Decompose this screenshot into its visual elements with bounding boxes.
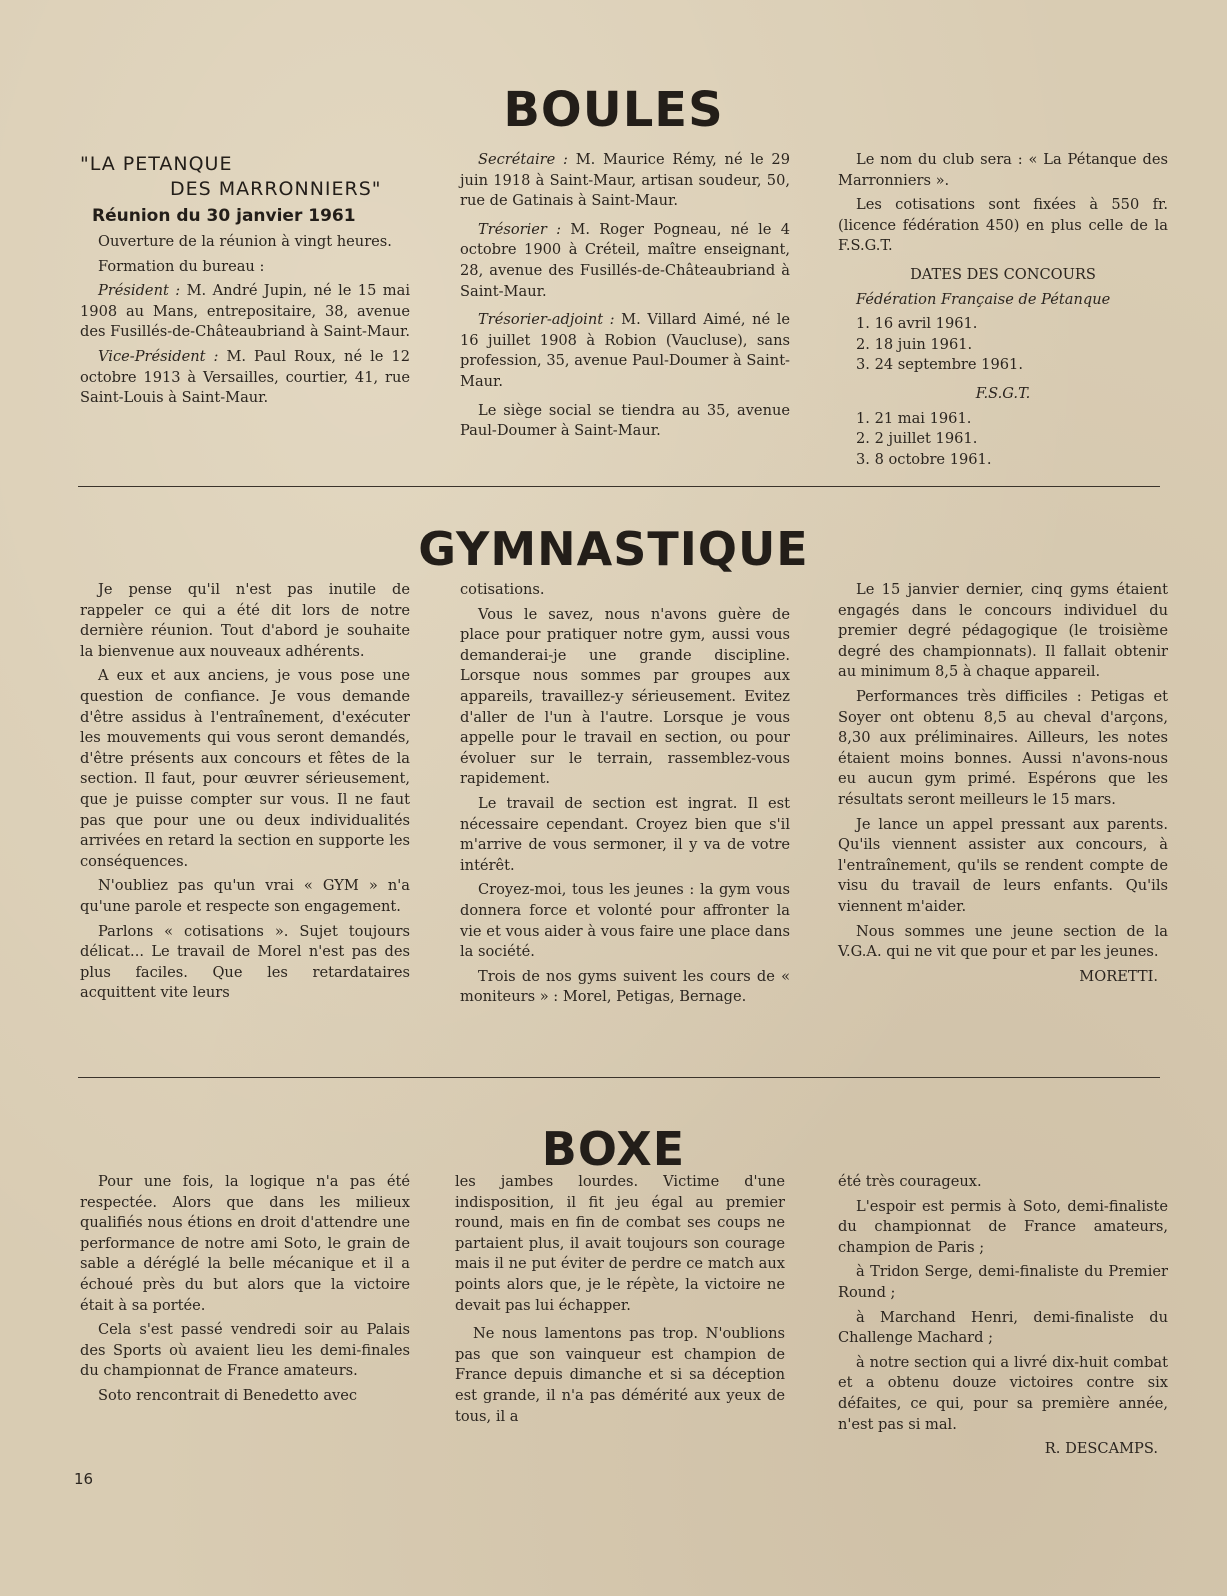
boules-column-1 bbox=[80, 152, 410, 413]
role-text: M. André Jupin, né le 15 mai 1908 au Mans, entrepositaire, 38, avenue des Fusillés-de-Châteaubriand à Saint-Maur. bbox=[80, 282, 410, 341]
role-label: Président : bbox=[98, 282, 181, 300]
paragraph bbox=[80, 281, 410, 343]
list-item: 2. 2 juillet 1961. bbox=[856, 430, 978, 448]
list-item: 2. 18 juin 1961. bbox=[856, 335, 973, 353]
paragraph: A eux et aux anciens, je vous pose une question de confiance. Je vous demande d'être assidus à l'entraînement, d'exécuter les mouvements qui vous seront demandés, d'être présents aux concours et fêtes de la section. Il faut, pour œuvrer sérieusement, que je puisse compter sur vous. Il ne faut pas que pour une ou deux individualités arrivées en retard la section en supporte les conséquences. bbox=[80, 667, 410, 870]
role-label: Secrétaire : bbox=[478, 151, 568, 168]
author-signature: R. DESCAMPS. bbox=[1044, 1440, 1158, 1458]
fsgt-heading-text: F.S.G.T. bbox=[975, 384, 1031, 402]
boules-title: BOULES bbox=[503, 82, 724, 138]
author-signature: MORETTI. bbox=[1079, 967, 1158, 985]
paragraph: Pour une fois, la logique n'a pas été respectée. Alors que dans les milieux qualifiés nous étions en droit d'attendre une performance de notre ami Soto, le grain de sable a déréglé la belle mécanique et il a échoué près du but alors que la victoire était à sa portée. bbox=[80, 1173, 410, 1314]
gym-column-2 bbox=[460, 580, 790, 1012]
paragraph: Le nom du club sera : « La Pétanque des Marronniers ». bbox=[838, 151, 1168, 189]
paragraph: Ne nous lamentons pas trop. N'oublions pas que son vainqueur est champion de France depuis dimanche et si sa déception est grande, il n'a pas démérité aux yeux de tous, il a bbox=[455, 1325, 785, 1425]
page-number: 16 bbox=[74, 1470, 94, 1488]
meeting-date-heading: Réunion du 30 janvier 1961 bbox=[92, 206, 356, 226]
paragraph: Je pense qu'il n'est pas inutile de rappeler ce qui a été dit lors de notre dernière réunion. Tout d'abord je souhaite la bienvenue aux nouveaux adhérents. bbox=[80, 581, 410, 660]
fsgt-date-list bbox=[838, 409, 1168, 471]
paragraph: N'oubliez pas qu'un vrai « GYM » n'a qu'une parole et respecte son engagement. bbox=[80, 877, 410, 915]
paragraph: Vous le savez, nous n'avons guère de place pour pratiquer notre gym, aussi vous demanderai-je une grande discipline. Lorsque nous sommes par groupes aux appareils, travaillez-y sérieusement. Evitez d'aller de l'un à l'autre. Lorsque je vous appelle pour le travail en section, ou pour évoluer sur le terrain, rassemblez-vous rapidement. bbox=[460, 605, 790, 788]
boxe-title: BOXE bbox=[541, 1122, 686, 1176]
paragraph: à Tridon Serge, demi-finaliste du Premier Round ; bbox=[838, 1263, 1168, 1301]
ffp-heading bbox=[838, 290, 1168, 311]
paragraph bbox=[460, 220, 790, 302]
paragraph: Performances très difficiles : Petigas et Soyer ont obtenu 8,5 au cheval d'arçons, 8,30 aux préliminaires. Ailleurs, les notes étaient moins bonnes. Aussi n'avons-nous eu aucun gym primé. Espérons que les résultats seront meilleurs le 15 mars. bbox=[838, 687, 1168, 808]
role-label: Trésorier-adjoint : bbox=[478, 311, 615, 329]
paragraph: L'espoir est permis à Soto, demi-finaliste du championnat de France amateurs, champion de Paris ; bbox=[838, 1197, 1168, 1256]
paragraph: Je lance un appel pressant aux parents. Qu'ils viennent assister aux concours, à l'entraînement, qu'ils se rendent compte de visu du travail de leurs enfants. Qu'ils viennent m'aider. bbox=[838, 815, 1168, 915]
gymnastique-title: GYMNASTIQUE bbox=[418, 522, 809, 576]
boules-column-2 bbox=[460, 150, 790, 446]
role-text: M. Paul Roux, né le 12 octobre 1913 à Versailles, courtier, 41, rue Saint-Louis à Saint-Maur. bbox=[80, 347, 410, 407]
paragraph: Croyez-moi, tous les jeunes : la gym vous donnera force et volonté pour affronter la vie et vous aider à vous faire une place dans la société. bbox=[460, 881, 790, 961]
boxe-column-2 bbox=[455, 1172, 785, 1431]
paragraph: Parlons « cotisations ». Sujet toujours délicat... Le travail de Morel n'est pas des plus faciles. Que les retardataires acquittent vite leurs bbox=[80, 922, 410, 1002]
ffp-date-list bbox=[838, 314, 1168, 376]
paragraph: à notre section qui a livré dix-huit combat et a obtenu douze victoires contre six défaites, ce qui, pour sa première année, n'est pas si mal. bbox=[838, 1353, 1168, 1433]
gym-column-3 bbox=[838, 580, 1168, 991]
paragraph: Ouverture de la réunion à vingt heures. bbox=[98, 233, 392, 250]
role-text: M. Roger Pogneau, né le 4 octobre 1900 à Créteil, maître enseignant, 28, avenue des Fusillés-de-Châteaubriand à Saint-Maur. bbox=[460, 220, 790, 300]
list-item: 1. 16 avril 1961. bbox=[856, 315, 978, 333]
paragraph: Soto rencontrait di Benedetto avec bbox=[98, 1386, 358, 1404]
section-divider bbox=[78, 1077, 1160, 1078]
paragraph: Trois de nos gyms suivent les cours de « moniteurs » : Morel, Petigas, Bernage. bbox=[460, 967, 790, 1006]
paragraph: été très courageux. bbox=[838, 1173, 982, 1190]
gym-column-1 bbox=[80, 580, 410, 1008]
paragraph: Le siège social se tiendra au 35, avenue Paul-Doumer à Saint-Maur. bbox=[460, 401, 790, 440]
boxe-column-1 bbox=[80, 1172, 410, 1411]
paragraph: à Marchand Henri, demi-finaliste du Challenge Machard ; bbox=[838, 1308, 1168, 1347]
paragraph: Formation du bureau : bbox=[98, 257, 265, 275]
club-name-line-2: DES MARRONNIERS" bbox=[170, 178, 382, 200]
list-item: 3. 24 septembre 1961. bbox=[856, 356, 1023, 374]
paragraph: Le 15 janvier dernier, cinq gyms étaient engagés dans le concours individuel du premier degré pédagogique (le troisième degré des championnats). Il fallait obtenir au minimum 8,5 à chaque appareil. bbox=[838, 581, 1168, 681]
list-item: 3. 8 octobre 1961. bbox=[856, 450, 992, 468]
paragraph bbox=[460, 150, 790, 212]
fsgt-heading bbox=[838, 384, 1168, 405]
paragraph bbox=[460, 310, 790, 392]
dates-heading: DATES DES CONCOURS bbox=[910, 265, 1096, 283]
role-text: M. Villard Aimé, né le 16 juillet 1908 à Robion (Vaucluse), sans profession, 35, avenue Paul-Doumer à Saint-Maur. bbox=[460, 311, 790, 390]
paragraph: Cela s'est passé vendredi soir au Palais des Sports où avaient lieu les demi-finales du championnat de France amateurs. bbox=[80, 1321, 410, 1380]
paragraph: Les cotisations sont fixées à 550 fr. (licence fédération 450) en plus celle de la F.S.G.T. bbox=[838, 196, 1168, 255]
paragraph: Le travail de section est ingrat. Il est nécessaire cependant. Croyez bien que s'il m'arrive de vous sermoner, il y va de votre intérêt. bbox=[460, 794, 790, 874]
boxe-column-3 bbox=[838, 1172, 1168, 1464]
section-divider bbox=[78, 486, 1160, 487]
paragraph: les jambes lourdes. Victime d'une indisposition, il fit jeu égal au premier round, mais en fin de combat ses coups ne partaient plus, il avait toujours son courage mais il ne put éviter de perdre ce match aux points alors que, je le répète, la victoire ne devait pas lui échapper. bbox=[455, 1173, 785, 1314]
role-text: M. Maurice Rémy, né le 29 juin 1918 à Saint-Maur, artisan soudeur, 50, rue de Gatinais à Saint-Maur. bbox=[460, 151, 791, 210]
club-name-heading bbox=[80, 152, 410, 202]
role-label: Vice-Président : bbox=[98, 347, 219, 365]
paragraph: Nous sommes une jeune section de la V.G.A. qui ne vit que pour et par les jeunes. bbox=[838, 922, 1168, 961]
paragraph: cotisations. bbox=[460, 581, 545, 598]
list-item: 1. 21 mai 1961. bbox=[856, 409, 972, 427]
boules-column-3 bbox=[838, 150, 1168, 470]
paragraph bbox=[80, 347, 410, 409]
ffp-heading-text: Fédération Française de Pétanque bbox=[856, 290, 1111, 308]
club-name-line-1: "LA PETANQUE bbox=[80, 153, 233, 175]
role-label: Trésorier : bbox=[478, 220, 562, 238]
